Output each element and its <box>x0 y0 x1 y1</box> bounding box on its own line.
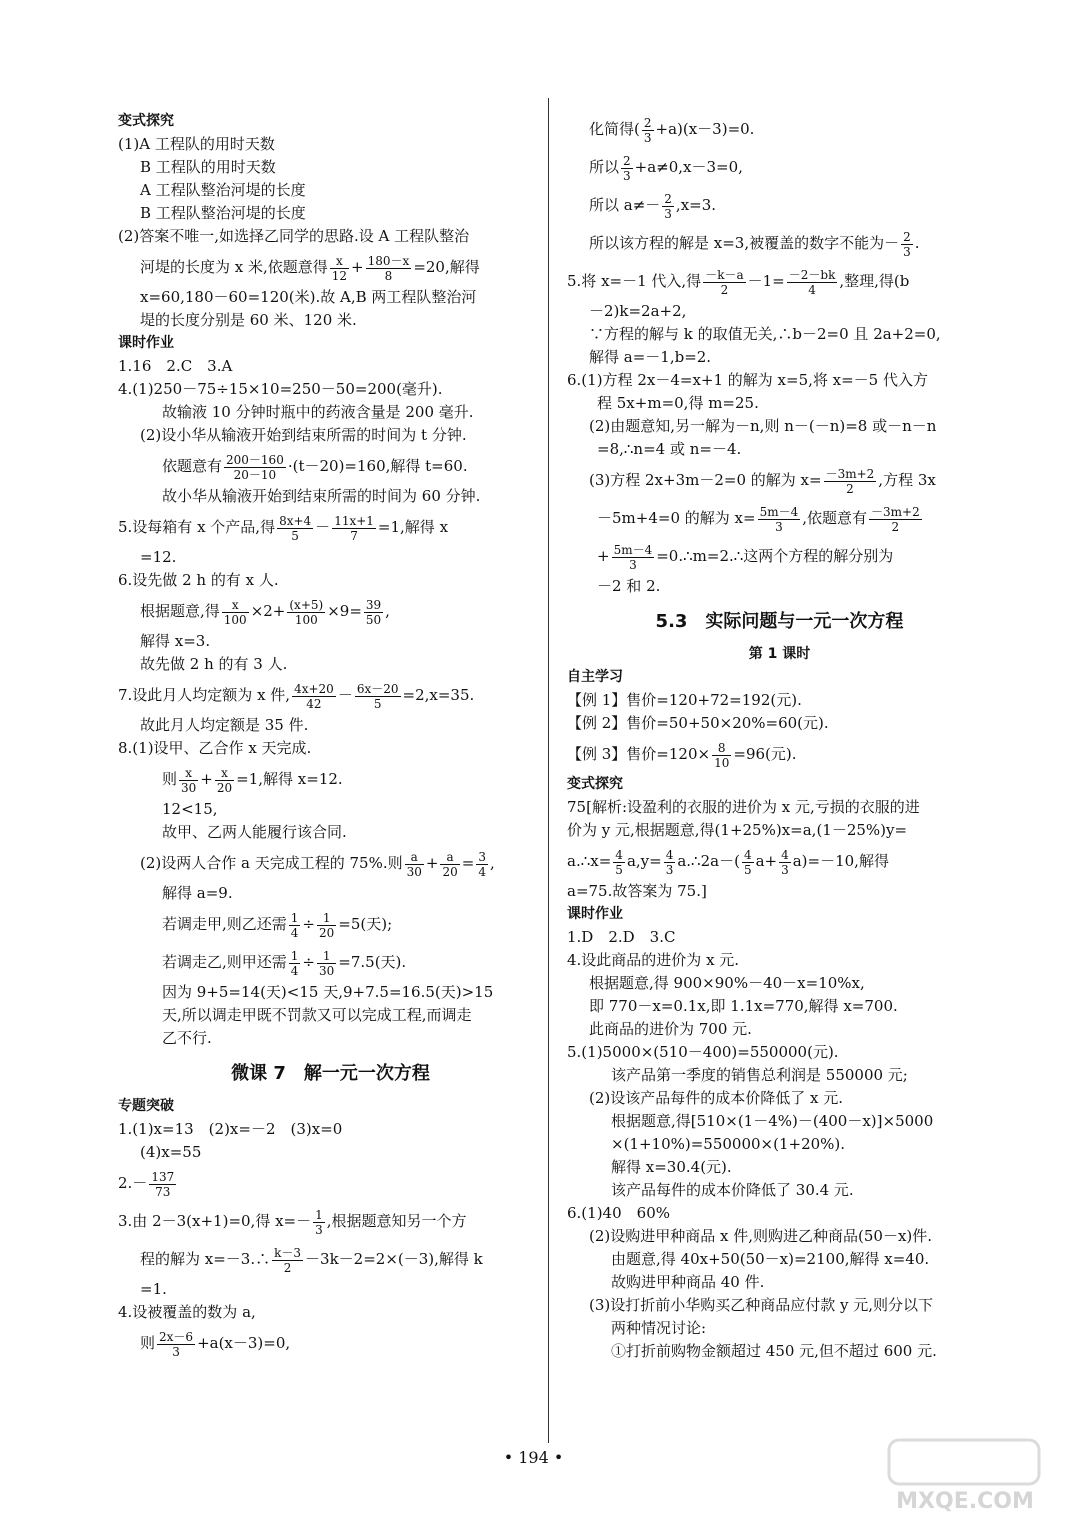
fraction: $\frac{1}{4}$ <box>290 910 299 940</box>
text-line: 75[解析:设盈利的衣服的进价为 x 元,亏损的衣服的进 <box>567 798 920 816</box>
equation-line: －5m+4=0 的解为 x= $\frac{5m-4}{3}$ ,依题意有 $\frac{-3m+2}{2}$ <box>597 504 920 534</box>
text-line: 故甲、乙两人能履行该合同. <box>162 823 347 841</box>
watermark-logo <box>885 1436 1045 1516</box>
equation-line: (2)设两人合作 a 天完成工程的 75%.则 $\frac{a}{30}$ + $\frac{a}{20}$ = $\frac{3}{4}$ , <box>140 849 495 879</box>
text-line: =8,∴n=4 或 n=－4. <box>597 440 742 458</box>
equation-line: 【例 3】售价=120× $\frac{8}{10}$ =96(元). <box>567 740 797 770</box>
text-line: 4.设此商品的进价为 x 元. <box>567 951 740 969</box>
equation-line: 所以 a≠－ $\frac{2}{3}$ ,x=3. <box>589 191 717 221</box>
equation-line: 3.由 2－3(x+1)=0,得 x=－ $\frac{1}{3}$ ,根据题意知另一个方 <box>118 1207 467 1237</box>
fraction: $\frac{39}{50}$ <box>365 597 382 627</box>
text-line: 根据题意,得[510×(1－4%)－(400－x)]×5000 <box>611 1112 934 1130</box>
text-line: (1)A 工程队的用时天数 <box>118 135 275 153</box>
text-line: 6.(1)方程 2x－4=x+1 的解为 x=5,将 x=－5 代入方 <box>567 371 928 389</box>
lesson-title: 第 1 课时 <box>748 646 811 662</box>
fraction: $\frac{x}{12}$ <box>331 253 348 283</box>
text-line: 故先做 2 h 的有 3 人. <box>140 655 288 673</box>
text-line: x=60,180－60=120(米).故 A,B 两工程队整治河 <box>140 288 477 306</box>
fraction: $\frac{k-3}{2}$ <box>274 1245 302 1275</box>
fraction: $\frac{2}{3}$ <box>643 115 652 145</box>
fraction: $\frac{5m-4}{3}$ <box>613 542 653 572</box>
equation-line: 化简得( $\frac{2}{3}$ +a)(x－3)=0. <box>589 115 755 145</box>
text-line: B 工程队的用时天数 <box>140 158 276 176</box>
equation-line: 7.设此月人均定额为 x 件, $\frac{4x+20}{42}$ － $\frac{6x-20}{5}$ =2,x=35. <box>118 681 475 711</box>
fraction: $\frac{2}{3}$ <box>664 191 672 221</box>
heading-variant-exploration-2: 变式探究 <box>567 776 623 792</box>
text-line: 4.(1)250－75÷15×10=250－50=200(毫升). <box>118 380 443 398</box>
text-line: 该产品第一季度的销售总利润是 550000 元; <box>611 1066 908 1084</box>
right-column <box>567 110 992 1363</box>
heading-self-study: 自主学习 <box>567 669 623 685</box>
text-line: 1.16 2.C 3.A <box>118 357 233 375</box>
text-line: =1. <box>140 1280 167 1298</box>
text-line: －2)k=2a+2, <box>589 302 687 320</box>
text-line: 天,所以调走甲既不罚款又可以完成工程,而调走 <box>162 1006 472 1024</box>
text-line: 【例 1】售价=120+72=192(元). <box>567 691 802 709</box>
equation-line: 根据题意,得 $\frac{x}{100}$ ×2+ $\frac{(x+5)}{100}$ ×9= $\frac{39}{50}$ , <box>140 597 390 627</box>
equation-line: 若调走甲,则乙还需 $\frac{1}{4}$ ÷ $\frac{1}{20}$ =5(天); <box>162 910 393 940</box>
text-line: 解得 x=3. <box>140 632 211 650</box>
equation-line: 依题意有 $\frac{200-160}{20-10}$ ·(t－20)=160,解得 t=60. <box>162 452 468 482</box>
section-title-5-3: 5.3 实际问题与一元一次方程 <box>655 611 904 632</box>
column-divider <box>548 98 549 1443</box>
text-line: 即 770－x=0.1x,即 1.1x=770,解得 x=700. <box>589 997 898 1015</box>
text-line: ×(1+10%)=550000×(1+20%). <box>611 1135 846 1153</box>
text-line: (2)设购进甲种商品 x 件,则购进乙种商品(50－x)件. <box>589 1227 933 1245</box>
fraction: $\frac{2}{3}$ <box>623 153 631 183</box>
text-line: 故购进甲种商品 40 件. <box>611 1273 765 1291</box>
text-line: 6.(1)40 60% <box>567 1204 670 1222</box>
fraction: $\frac{8x+4}{5}$ <box>279 513 312 543</box>
fraction: $\frac{(x+5)}{100}$ <box>289 597 324 627</box>
equation-line: 所以 $\frac{2}{3}$ +a≠0,x－3=0, <box>589 153 743 183</box>
fraction: $\frac{4}{5}$ <box>743 847 752 877</box>
text-line: 价为 y 元,根据题意,得(1+25%)x=a,(1－25%)y= <box>567 821 908 839</box>
fraction: $\frac{x}{30}$ <box>181 765 197 795</box>
fraction: $\frac{4x+20}{42}$ <box>294 681 334 711</box>
text-line: 5.(1)5000×(510－400)=550000(元). <box>567 1043 839 1061</box>
fraction: $\frac{4}{3}$ <box>781 847 789 877</box>
fraction: $\frac{1}{3}$ <box>315 1207 323 1237</box>
text-line: 由题意,得 40x+50(50－x)=2100,解得 x=40. <box>611 1250 930 1268</box>
fraction: $\frac{1}{30}$ <box>319 948 335 978</box>
fraction: $\frac{a}{20}$ <box>442 849 458 879</box>
fraction: $\frac{200-160}{20-10}$ <box>226 452 284 482</box>
heading-homework: 课时作业 <box>118 335 174 351</box>
text-line: 堤的长度分别是 60 米、120 米. <box>140 311 357 329</box>
text-line: (2)由题意知,另一解为－n,则 n－(－n)=8 或－n－n <box>589 417 937 435</box>
fraction: $\frac{11x+1}{7}$ <box>334 513 374 543</box>
text-line: a=75.故答案为 75.] <box>567 882 707 900</box>
text-line: 故小华从输液开始到结束所需的时间为 60 分钟. <box>162 487 481 505</box>
text-line: 【例 2】售价=50+50×20%=60(元). <box>567 714 829 732</box>
text-line: 8.(1)设甲、乙合作 x 天完成. <box>118 739 312 757</box>
text-line: 因为 9+5=14(天)<15 天,9+7.5=16.5(天)>15 <box>162 983 494 1001</box>
text-line: 6.设先做 2 h 的有 x 人. <box>118 571 279 589</box>
equation-line: 所以该方程的解是 x=3,被覆盖的数字不能为－ $\frac{2}{3}$ . <box>589 229 920 259</box>
fraction: $\frac{-3m+2}{2}$ <box>871 504 920 534</box>
fraction: $\frac{4}{5}$ <box>615 847 623 877</box>
text-line: (2)设该产品每件的成本价降低了 x 元. <box>589 1089 844 1107</box>
fraction: $\frac{1}{20}$ <box>319 910 335 940</box>
text-line: (3)设打折前小华购买乙种商品应付款 y 元,则分以下 <box>589 1296 934 1314</box>
equation-line: 河堤的长度为 x 米,依题意得 $\frac{x}{12}$ + $\frac{180-x}{8}$ =20,解得 <box>140 253 480 283</box>
fraction: $\frac{a}{30}$ <box>406 849 422 879</box>
fraction: $\frac{-3m+2}{2}$ <box>825 466 875 496</box>
text-line: A 工程队整治河堤的长度 <box>140 181 306 199</box>
heading-variant-exploration: 变式探究 <box>118 113 174 129</box>
text-line: 解得 x=30.4(元). <box>611 1158 732 1176</box>
fraction: $\frac{x}{20}$ <box>216 765 233 795</box>
text-line: ①打折前购物金额超过 450 元,但不超过 600 元. <box>611 1342 937 1360</box>
equation-line: 若调走乙,则甲还需 $\frac{1}{4}$ ÷ $\frac{1}{30}$ =7.5(天). <box>162 948 407 978</box>
text-line: 此商品的进价为 700 元. <box>589 1020 752 1038</box>
fraction: $\frac{x}{100}$ <box>223 597 247 627</box>
fraction: $\frac{2x-6}{3}$ <box>159 1329 194 1359</box>
fraction: $\frac{137}{73}$ <box>151 1169 175 1199</box>
fraction: $\frac{5m-4}{3}$ <box>759 504 799 534</box>
fraction: $\frac{1}{4}$ <box>290 948 299 978</box>
equation-line: 则 $\frac{2x-6}{3}$ +a(x－3)=0, <box>140 1329 291 1359</box>
text-line: 该产品每件的成本价降低了 30.4 元. <box>611 1181 854 1199</box>
text-line: 1.(1)x=13 (2)x=－2 (3)x=0 <box>118 1120 343 1138</box>
fraction: $\frac{-k-a}{2}$ <box>705 267 744 297</box>
equation-line: 5.将 x=－1 代入,得 $\frac{-k-a}{2}$ －1= $\frac{-2-bk}{4}$ ,整理,得(b <box>567 267 910 297</box>
text-line: 4.设被覆盖的数为 a, <box>118 1303 256 1321</box>
equation-line: (3)方程 2x+3m－2=0 的解为 x= $\frac{-3m+2}{2}$ ,方程 3x <box>589 466 936 496</box>
text-line: (2)设小华从输液开始到结束所需的时间为 t 分钟. <box>140 426 467 444</box>
fraction: $\frac{4}{3}$ <box>665 847 674 877</box>
equation-line: 则 $\frac{x}{30}$ + $\frac{x}{20}$ =1,解得 x=12. <box>162 765 343 795</box>
text-line: 程 5x+m=0,得 m=25. <box>597 394 759 412</box>
text-line: －2 和 2. <box>597 577 661 595</box>
equation-line: 2.－ $\frac{137}{73}$ <box>118 1169 175 1199</box>
text-line: 乙不行. <box>162 1029 212 1047</box>
text-line: ∵方程的解与 k 的取值无关,∴b－2=0 且 2a+2=0, <box>589 325 941 343</box>
fraction: $\frac{8}{10}$ <box>714 740 730 770</box>
watermark-text: MXQE.COM <box>896 1489 1034 1514</box>
text-line: 两种情况讨论: <box>611 1319 707 1337</box>
text-line: 故输液 10 分钟时瓶中的药液含量是 200 毫升. <box>162 403 474 421</box>
text-line: 根据题意,得 900×90%－40－x=10%x, <box>589 974 865 992</box>
text-line: (2)答案不唯一,如选择乙同学的思路.设 A 工程队整治 <box>118 227 470 245</box>
heading-topic-breakthrough: 专题突破 <box>118 1098 174 1114</box>
equation-line: a.∴x= $\frac{4}{5}$ a,y= $\frac{4}{3}$ a.∴2a－( $\frac{4}{5}$ a+ $\frac{4}{3}$ a)=－10,解得 <box>567 847 889 877</box>
text-line: 12<15, <box>162 800 218 818</box>
text-line: =12. <box>140 548 177 566</box>
text-line: (4)x=55 <box>140 1143 202 1161</box>
equation-line: 程的解为 x=－3.∴ $\frac{k-3}{2}$ －3k－2=2×(－3),解得 k <box>140 1245 483 1275</box>
text-line: 故此月人均定额是 35 件. <box>140 716 309 734</box>
text-line: 解得 a=9. <box>162 884 233 902</box>
text-line: 1.D 2.D 3.C <box>567 928 676 946</box>
page-number: • 194 • <box>503 1448 564 1467</box>
fraction: $\frac{6x-20}{5}$ <box>356 681 399 711</box>
section-title-microlesson-7: 微课 7 解一元一次方程 <box>231 1063 430 1084</box>
equation-line: 5.设每箱有 x 个产品,得 $\frac{8x+4}{5}$ － $\frac{11x+1}{7}$ =1,解得 x <box>118 513 449 543</box>
heading-homework-2: 课时作业 <box>567 906 623 922</box>
fraction: $\frac{2}{3}$ <box>903 229 911 259</box>
fraction: $\frac{-2-bk}{4}$ <box>788 267 836 297</box>
fraction: $\frac{3}{4}$ <box>478 849 486 879</box>
left-column <box>118 110 543 1362</box>
fraction: $\frac{180-x}{8}$ <box>367 253 410 283</box>
equation-line: + $\frac{5m-4}{3}$ =0.∴m=2.∴这两个方程的解分别为 <box>597 542 894 572</box>
text-line: B 工程队整治河堤的长度 <box>140 204 306 222</box>
text-line: 解得 a=－1,b=2. <box>589 348 712 366</box>
